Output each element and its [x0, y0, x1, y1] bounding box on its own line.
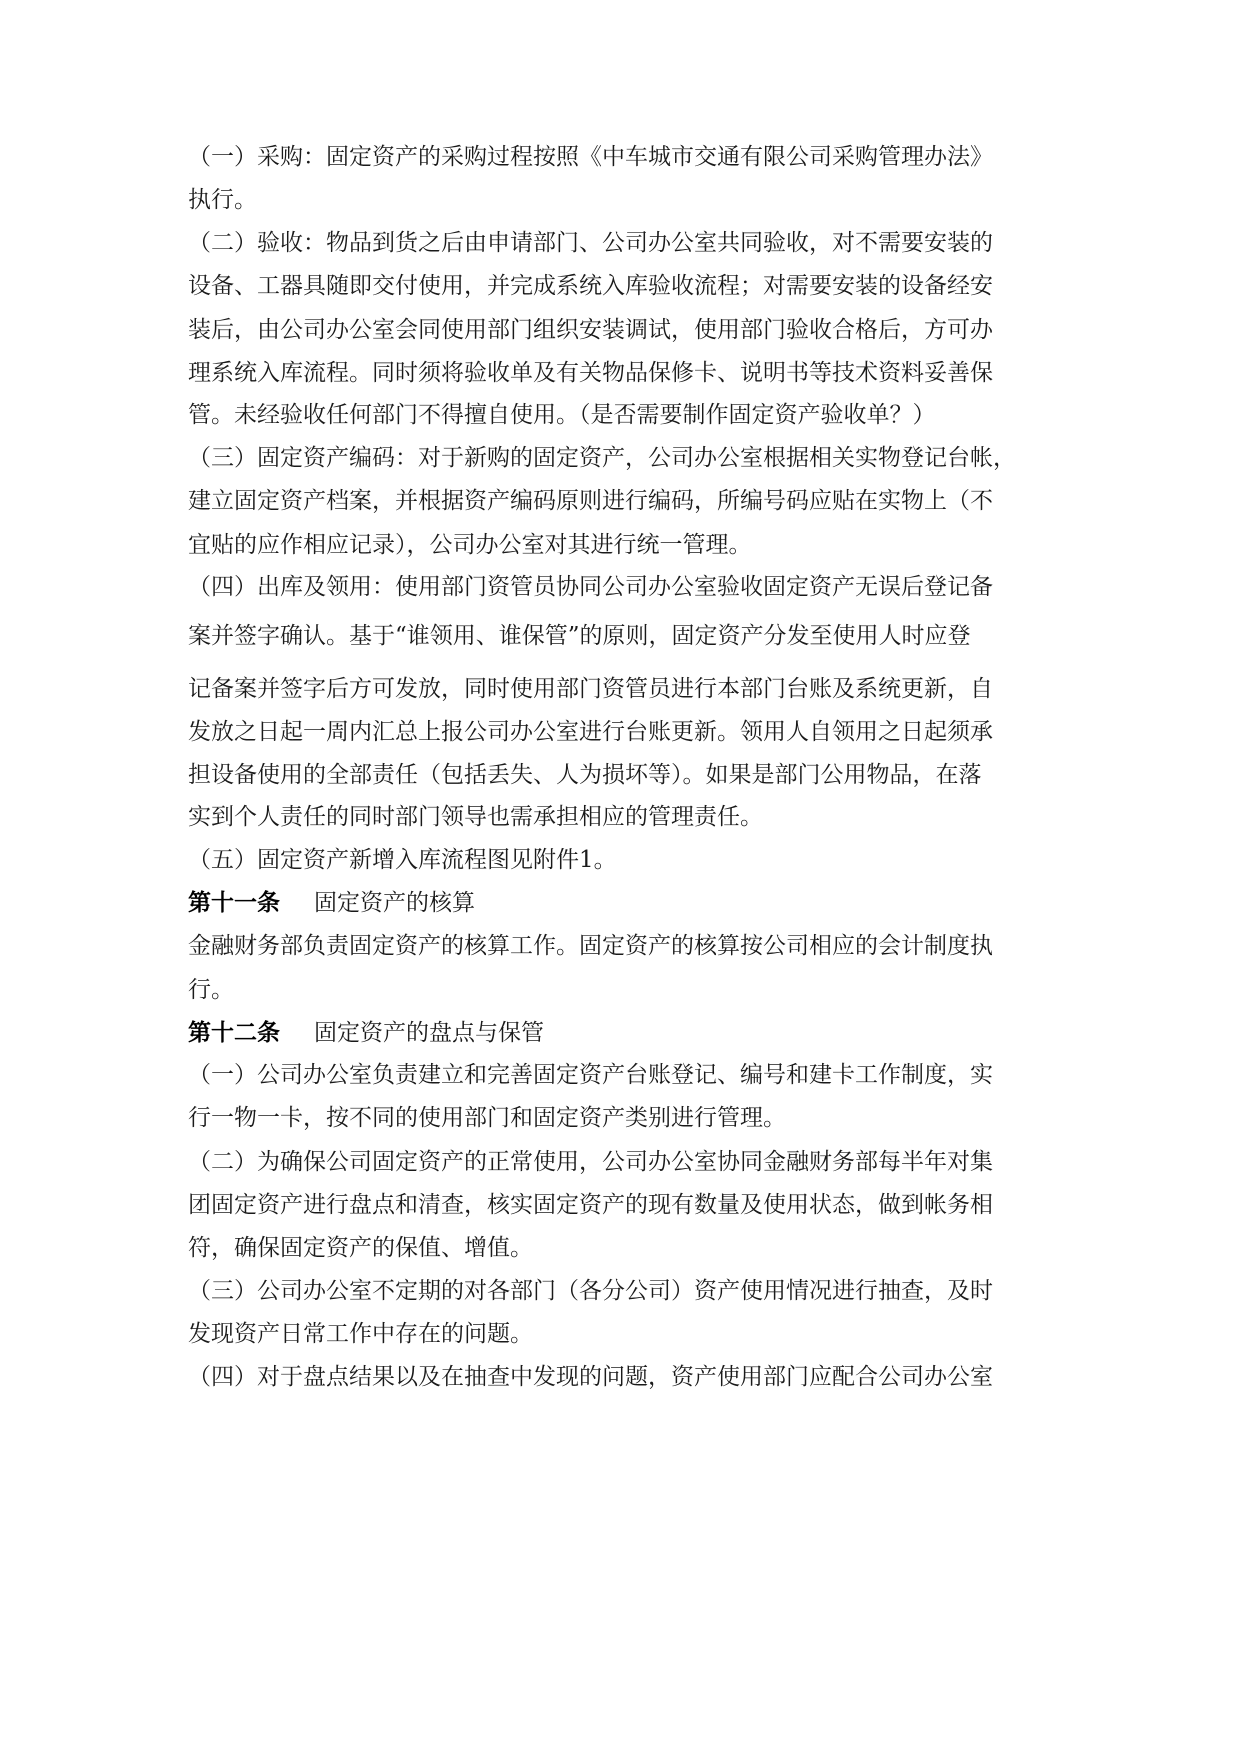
paragraph-line: （四）对于盘点结果以及在抽查中发现的问题，资产使用部门应配合公司办公室: [188, 1364, 993, 1390]
paragraph-line: （四）出库及领用：使用部门资管员协同公司办公室验收固定资产无误后登记备: [188, 574, 993, 600]
paragraph-line: 实到个人责任的同时部门领导也需承担相应的管理责任。: [188, 804, 763, 830]
article-number: 第十一条: [188, 890, 280, 916]
paragraph-line: （三）固定资产编码：对于新购的固定资产，公司办公室根据相关实物登记台帐，: [188, 445, 1016, 471]
paragraph-line: （一）采购：固定资产的采购过程按照《中车城市交通有限公司采购管理办法》: [188, 144, 993, 170]
paragraph-line: 建立固定资产档案，并根据资产编码原则进行编码，所编号码应贴在实物上（不: [188, 488, 993, 514]
article-title: 固定资产的盘点与保管: [314, 1020, 544, 1046]
paragraph-line: 理系统入库流程。同时须将验收单及有关物品保修卡、说明书等技术资料妥善保: [188, 360, 993, 386]
paragraph-line: 装后，由公司办公室会同使用部门组织安装调试，使用部门验收合格后，方可办: [188, 317, 993, 343]
article-title: 固定资产的核算: [314, 890, 475, 916]
article-number: 第十二条: [188, 1020, 280, 1046]
paragraph-line: （一）公司办公室负责建立和完善固定资产台账登记、编号和建卡工作制度，实: [188, 1062, 993, 1088]
paragraph-line: 担设备使用的全部责任（包括丢失、人为损坏等）。如果是部门公用物品，在落: [188, 762, 982, 788]
paragraph-line: 记备案并签字后方可发放，同时使用部门资管员进行本部门台账及系统更新，自: [188, 676, 993, 702]
article-heading: [188, 888, 475, 918]
paragraph-line: 发放之日起一周内汇总上报公司办公室进行台账更新。领用人自领用之日起须承: [188, 719, 993, 745]
paragraph-line: 设备、工器具随即交付使用，并完成系统入库验收流程；对需要安装的设备经安: [188, 273, 993, 299]
paragraph-line: 案并签字确认。基于“谁领用、谁保管”的原则，固定资产分发至使用人时应登: [188, 623, 971, 649]
paragraph-line: 执行。: [188, 187, 257, 213]
paragraph-line: 团固定资产进行盘点和清查，核实固定资产的现有数量及使用状态，做到帐务相: [188, 1192, 993, 1218]
paragraph-line: 管。未经验收任何部门不得擅自使用。（是否需要制作固定资产验收单？）: [188, 402, 936, 428]
paragraph-line: 金融财务部负责固定资产的核算工作。固定资产的核算按公司相应的会计制度执: [188, 933, 993, 959]
paragraph-line: 行。: [188, 977, 234, 1003]
paragraph-line: 宜贴的应作相应记录），公司办公室对其进行统一管理。: [188, 532, 752, 558]
article-heading: [188, 1018, 544, 1048]
paragraph-line: 行一物一卡，按不同的使用部门和固定资产类别进行管理。: [188, 1105, 786, 1131]
paragraph-line: 符，确保固定资产的保值、增值。: [188, 1235, 533, 1261]
paragraph-line: （五）固定资产新增入库流程图见附件1。: [188, 847, 617, 873]
paragraph-line: 发现资产日常工作中存在的问题。: [188, 1321, 533, 1347]
paragraph-line: （二）验收：物品到货之后由申请部门、公司办公室共同验收，对不需要安装的: [188, 230, 993, 256]
paragraph-line: （二）为确保公司固定资产的正常使用，公司办公室协同金融财务部每半年对集: [188, 1149, 993, 1175]
paragraph-line: （三）公司办公室不定期的对各部门（各分公司）资产使用情况进行抽查，及时: [188, 1278, 993, 1304]
